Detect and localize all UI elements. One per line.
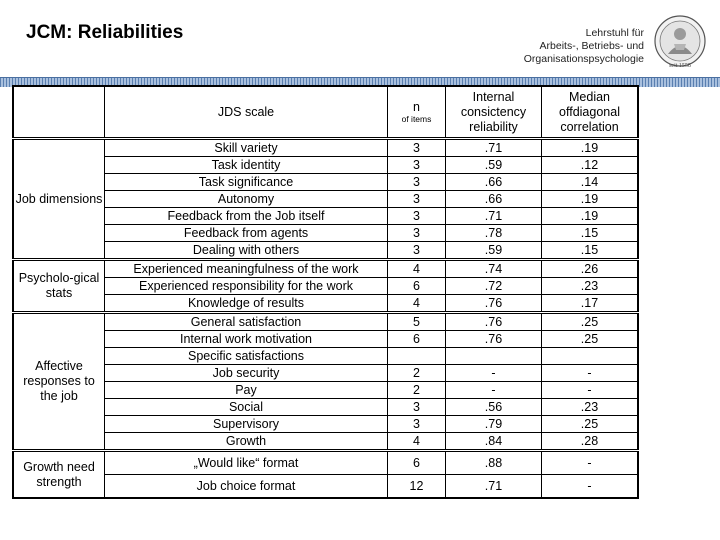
table-row xyxy=(13,416,638,433)
table-row xyxy=(13,348,638,365)
header-empty-cell xyxy=(13,86,105,139)
n-cell: 3 xyxy=(388,174,446,191)
n-cell: 4 xyxy=(388,260,446,278)
table-row xyxy=(13,365,638,382)
reliability-cell: .71 xyxy=(446,139,542,157)
reliability-cell: .59 xyxy=(446,157,542,174)
table-row xyxy=(13,208,638,225)
n-cell: 6 xyxy=(388,331,446,348)
median-cell: - xyxy=(542,365,639,382)
n-cell: 3 xyxy=(388,208,446,225)
institute-line-2: Arbeits-, Betriebs- und xyxy=(539,40,644,52)
scale-cell: Growth xyxy=(105,433,388,451)
header-reliability: Internal consictency reliability xyxy=(446,86,542,139)
n-cell: 6 xyxy=(388,278,446,295)
n-cell: 3 xyxy=(388,242,446,260)
slide-title: JCM: Reliabilities xyxy=(26,22,184,43)
scale-cell: Task significance xyxy=(105,174,388,191)
seal-year: seit 1558 xyxy=(669,63,691,69)
n-cell: 3 xyxy=(388,416,446,433)
n-cell xyxy=(388,348,446,365)
header-n-label: n xyxy=(413,99,420,114)
median-cell: .25 xyxy=(542,416,639,433)
reliability-cell: .78 xyxy=(446,225,542,242)
reliability-cell: .76 xyxy=(446,295,542,313)
scale-cell: Feedback from the Job itself xyxy=(105,208,388,225)
reliability-cell: - xyxy=(446,382,542,399)
header-median: Median offdiagonal correlation xyxy=(542,86,639,139)
median-cell: - xyxy=(542,382,639,399)
scale-cell: Task identity xyxy=(105,157,388,174)
scale-cell: Skill variety xyxy=(105,139,388,157)
median-cell: .19 xyxy=(542,191,639,208)
table-row xyxy=(13,475,638,499)
median-cell: .23 xyxy=(542,399,639,416)
category-cell: Growth need strength xyxy=(13,451,105,499)
scale-cell: Knowledge of results xyxy=(105,295,388,313)
category-cell: Affective responses to the job xyxy=(13,313,105,451)
median-cell: - xyxy=(542,475,639,499)
reliability-cell: .84 xyxy=(446,433,542,451)
scale-cell: Job security xyxy=(105,365,388,382)
median-cell xyxy=(542,348,639,365)
table-row xyxy=(13,157,638,174)
table-row xyxy=(13,242,638,260)
median-cell: .15 xyxy=(542,225,639,242)
scale-cell: Specific satisfactions xyxy=(105,348,388,365)
scale-cell: Autonomy xyxy=(105,191,388,208)
n-cell: 4 xyxy=(388,433,446,451)
institute-name xyxy=(444,27,644,66)
table-row xyxy=(13,174,638,191)
header-scale: JDS scale xyxy=(105,86,388,139)
reliability-cell: .71 xyxy=(446,208,542,225)
reliability-cell: .71 xyxy=(446,475,542,499)
n-cell: 3 xyxy=(388,225,446,242)
reliability-cell: .66 xyxy=(446,174,542,191)
table-row xyxy=(13,260,638,278)
scale-cell: Job choice format xyxy=(105,475,388,499)
n-cell: 5 xyxy=(388,313,446,331)
scale-cell: Experienced responsibility for the work xyxy=(105,278,388,295)
n-cell: 3 xyxy=(388,157,446,174)
reliability-cell: .66 xyxy=(446,191,542,208)
scale-cell: Social xyxy=(105,399,388,416)
scale-cell: General satisfaction xyxy=(105,313,388,331)
scale-cell: Experienced meaningfulness of the work xyxy=(105,260,388,278)
median-cell: .19 xyxy=(542,139,639,157)
median-cell: .17 xyxy=(542,295,639,313)
median-cell: .25 xyxy=(542,313,639,331)
reliability-table-container xyxy=(12,85,639,499)
reliability-cell: .74 xyxy=(446,260,542,278)
median-cell: .19 xyxy=(542,208,639,225)
median-cell: .12 xyxy=(542,157,639,174)
header-n-sub: of items xyxy=(401,113,432,124)
header-n xyxy=(388,86,446,139)
n-cell: 2 xyxy=(388,365,446,382)
table-row xyxy=(13,382,638,399)
median-cell: .25 xyxy=(542,331,639,348)
n-cell: 6 xyxy=(388,451,446,475)
reliability-cell: .88 xyxy=(446,451,542,475)
reliability-cell: .76 xyxy=(446,331,542,348)
reliability-cell: - xyxy=(446,365,542,382)
institute-line-1: Lehrstuhl für xyxy=(585,27,644,39)
reliability-cell: .59 xyxy=(446,242,542,260)
table-row xyxy=(13,278,638,295)
n-cell: 3 xyxy=(388,139,446,157)
table-row xyxy=(13,295,638,313)
table-row xyxy=(13,313,638,331)
median-cell: .26 xyxy=(542,260,639,278)
category-cell: Job dimensions xyxy=(13,139,105,260)
reliability-cell: .56 xyxy=(446,399,542,416)
scale-cell: Supervisory xyxy=(105,416,388,433)
n-cell: 3 xyxy=(388,191,446,208)
n-cell: 2 xyxy=(388,382,446,399)
median-cell: .15 xyxy=(542,242,639,260)
table-row xyxy=(13,139,638,157)
table-header-row xyxy=(13,86,638,139)
scale-cell: Internal work motivation xyxy=(105,331,388,348)
category-cell: Psycholo-gical stats xyxy=(13,260,105,313)
table-row xyxy=(13,433,638,451)
table-row xyxy=(13,399,638,416)
n-cell: 3 xyxy=(388,399,446,416)
scale-cell: „Would like“ format xyxy=(105,451,388,475)
scale-cell: Feedback from agents xyxy=(105,225,388,242)
median-cell: .14 xyxy=(542,174,639,191)
scale-cell: Pay xyxy=(105,382,388,399)
reliability-cell xyxy=(446,348,542,365)
median-cell: .23 xyxy=(542,278,639,295)
median-cell: .28 xyxy=(542,433,639,451)
scale-cell: Dealing with others xyxy=(105,242,388,260)
median-cell: - xyxy=(542,451,639,475)
reliability-cell: .79 xyxy=(446,416,542,433)
institute-line-3: Organisationspsychologie xyxy=(523,53,644,65)
table-row xyxy=(13,225,638,242)
table-row xyxy=(13,451,638,475)
n-cell: 4 xyxy=(388,295,446,313)
reliability-table xyxy=(12,85,639,499)
n-cell: 12 xyxy=(388,475,446,499)
reliability-cell: .76 xyxy=(446,313,542,331)
reliability-cell: .72 xyxy=(446,278,542,295)
table-row xyxy=(13,191,638,208)
table-row xyxy=(13,331,638,348)
